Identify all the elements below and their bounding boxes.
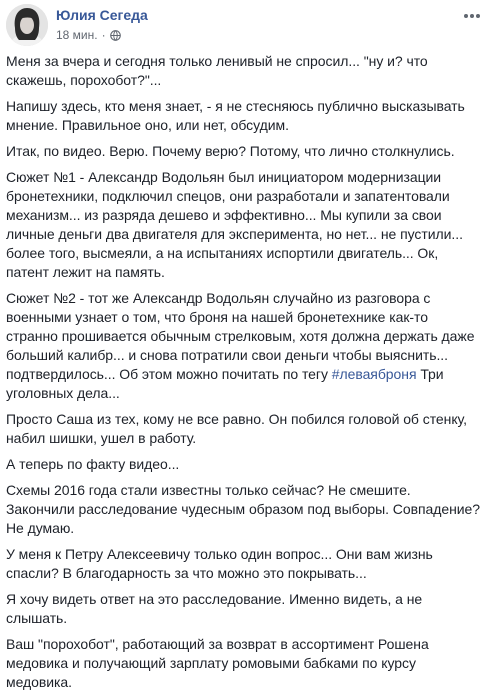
globe-icon [110, 30, 121, 41]
post-paragraph: Ваш "порохобот", работающий за возврат в ассортимент Рошена медовика и получающий зарплату ромовыми бабками по курсу медовика. [6, 636, 429, 690]
post-paragraph: Напишу здесь, кто меня знает, - я не стесняюсь публично высказывать мнение. Правильное оно, или нет, обсудим. [6, 98, 465, 133]
post-paragraph: Итак, по видео. Верю. Почему верю? Потому, что лично столкнулись. [6, 143, 455, 159]
post-paragraph: Просто Саша из тех, кому не все равно. Он побился головой об стенку, набил шишки, ушел в работу. [6, 411, 467, 446]
post-paragraph: Схемы 2016 года стали известны только сейчас? Не смешите. Закончили расследование чудесным образом под выборы. Совпадение? Не думаю. [6, 482, 481, 536]
paragraph-text: Сюжет №2 - тот же Александр Водольян случайно из разговора с военными узнает о том, что броня на нашей бронетехнике как-то странно прошивается обычным стрелковым, хотя должна держать даже больший калибр... и снова потратили свои деньги чтобы выяснить... подтвердилось... Об этом можно почитать по тегу [6, 290, 475, 382]
post-paragraph: Я хочу видеть ответ на это расследование. Именно видеть, а не слышать. [6, 591, 423, 626]
author-name[interactable]: Юлия Сегеда [56, 7, 148, 23]
post-header [6, 4, 486, 48]
post-meta [56, 28, 121, 42]
avatar-photo [6, 4, 48, 46]
paragraph-text: Три уголовных дела... [6, 366, 444, 401]
post-paragraph: У меня к Петру Алексеевичу только один вопрос... Они вам жизнь спасли? В благодарность за что можно это покрывать... [6, 546, 433, 581]
post-text [6, 52, 482, 699]
hashtag-link[interactable]: #леваяброня [331, 366, 417, 382]
post-paragraph: Сюжет №1 - Александр Водольян был инициатором модернизации бронетехники, подключил спецов, они разработали и запатентовали механизм... из разряда дешево и эффективно... Мы купили за свои личные деньги два двигателя для эксперимента, но нет... не пустили... более того, высмеяли, а на испытаниях испортили двигатель... Ок, патент лежит на память. [6, 169, 463, 280]
post-paragraph: Меня за вчера и сегодня только ленивый не спросил... "ну и? что скажешь, порохобот?"... [6, 53, 428, 88]
post-paragraph: А теперь по факту видео... [6, 456, 180, 472]
avatar[interactable] [6, 4, 48, 46]
meta-separator: · [101, 28, 106, 42]
more-options-icon[interactable] [462, 10, 482, 22]
post-paragraph [6, 289, 482, 403]
post-time[interactable]: 18 мин. [56, 28, 98, 42]
